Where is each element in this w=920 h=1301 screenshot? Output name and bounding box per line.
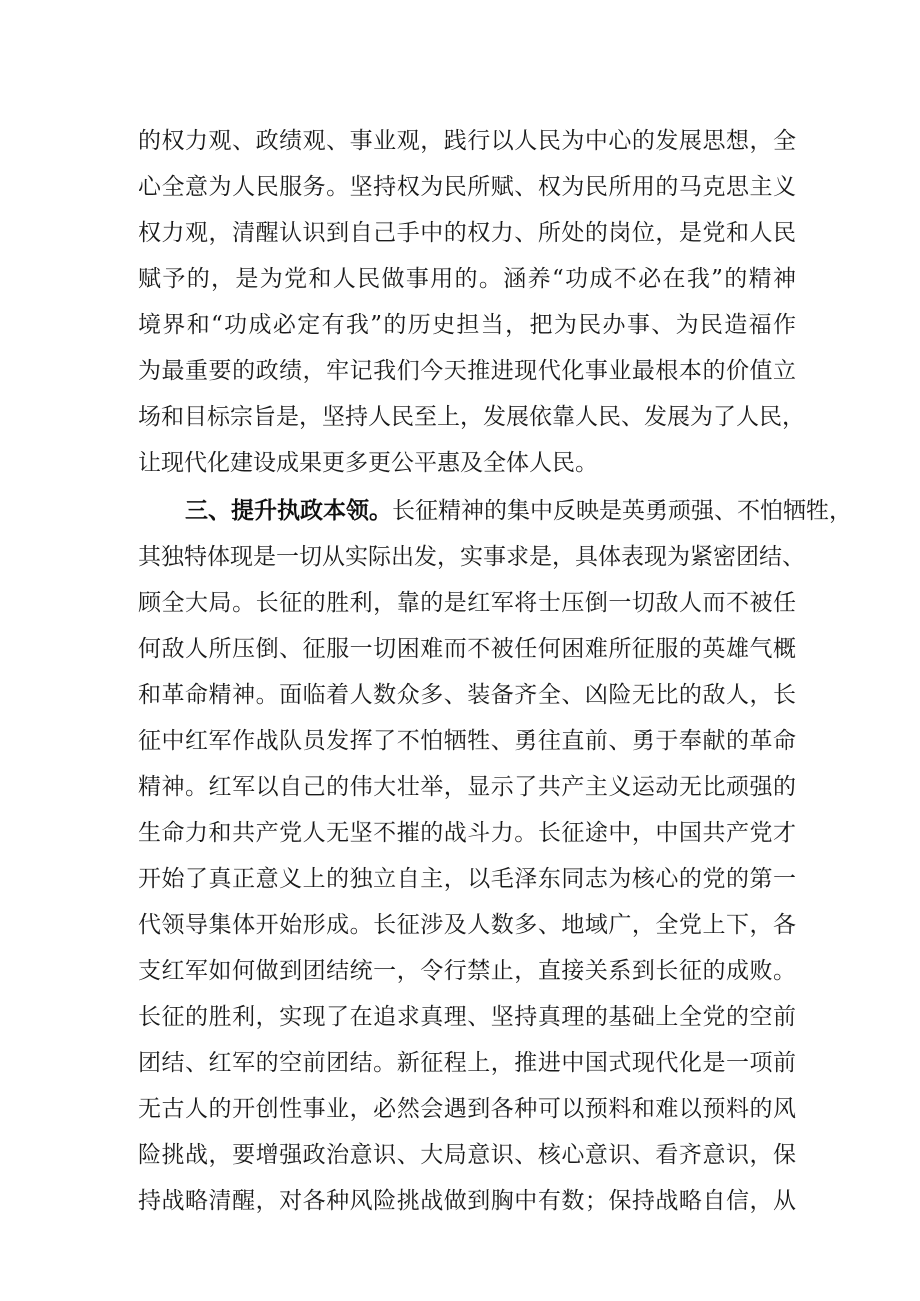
paragraph1-line-8: 让现代化建设成果更多更公平惠及全体人民。 (138, 450, 598, 476)
paragraph2-line-15: 险挑战，要增强政治意识、大局意识、核心意识、看齐意识，保 (138, 1142, 796, 1168)
paragraph2-line-12: 长征的胜利，实现了在追求真理、坚持真理的基础上全党的空前 (138, 1004, 796, 1030)
paragraph2-line-16: 持战略清醒，对各种风险挑战做到胸中有数；保持战略自信，从 (138, 1188, 796, 1214)
paragraph1-line-5: 境界和“功成必定有我”的历史担当，把为民办事、为民造福作 (138, 312, 796, 338)
paragraph1-line-3: 权力观，清醒认识到自己手中的权力、所处的岗位，是党和人民 (138, 220, 796, 246)
paragraph2-first-line-text: 长征精神的集中反映是英勇顽强、不怕牺牲， (392, 498, 852, 524)
section-heading: 三、提升执政本领。 (185, 498, 392, 524)
paragraph1-line-1: 的权力观、政绩观、事业观，践行以人民为中心的发展思想，全 (138, 128, 796, 154)
paragraph2-line-2: 其独特体现是一切从实际出发，实事求是，具体表现为紧密团结、 (138, 544, 805, 570)
paragraph2-line-6: 征中红军作战队员发挥了不怕牺牲、勇往直前、勇于奉献的革命 (138, 728, 796, 754)
paragraph2-line-4: 何敌人所压倒、征服一切困难而不被任何困难所征服的英雄气概 (138, 636, 796, 662)
paragraph2-line-9: 开始了真正意义上的独立自主，以毛泽东同志为核心的党的第一 (138, 866, 796, 892)
paragraph2-first-line (185, 488, 852, 534)
paragraph2-line-5: 和革命精神。面临着人数众多、装备齐全、凶险无比的敌人，长 (138, 682, 796, 708)
paragraph2-line-11: 支红军如何做到团结统一，令行禁止，直接关系到长征的成败。 (138, 958, 796, 984)
paragraph1-line-4: 赋予的，是为党和人民做事用的。涵养“功成不必在我”的精神 (138, 266, 796, 292)
paragraph1-line-6: 为最重要的政绩，牢记我们今天推进现代化事业最根本的价值立 (138, 358, 796, 384)
paragraph2-line-7: 精神。红军以自己的伟大壮举，显示了共产主义运动无比顽强的 (138, 774, 796, 800)
paragraph2-line-8: 生命力和共产党人无坚不摧的战斗力。长征途中，中国共产党才 (138, 820, 796, 846)
paragraph1-line-7: 场和目标宗旨是，坚持人民至上，发展依靠人民、发展为了人民， (138, 404, 805, 430)
paragraph1-line-2: 心全意为人民服务。坚持权为民所赋、权为民所用的马克思主义 (138, 174, 796, 200)
paragraph2-line-3: 顾全大局。长征的胜利，靠的是红军将士压倒一切敌人而不被任 (138, 590, 796, 616)
paragraph2-line-14: 无古人的开创性事业，必然会遇到各种可以预料和难以预料的风 (138, 1096, 796, 1122)
paragraph2-line-13: 团结、红军的空前团结。新征程上，推进中国式现代化是一项前 (138, 1050, 796, 1076)
paragraph2-line-10: 代领导集体开始形成。长征涉及人数多、地域广，全党上下，各 (138, 912, 796, 938)
